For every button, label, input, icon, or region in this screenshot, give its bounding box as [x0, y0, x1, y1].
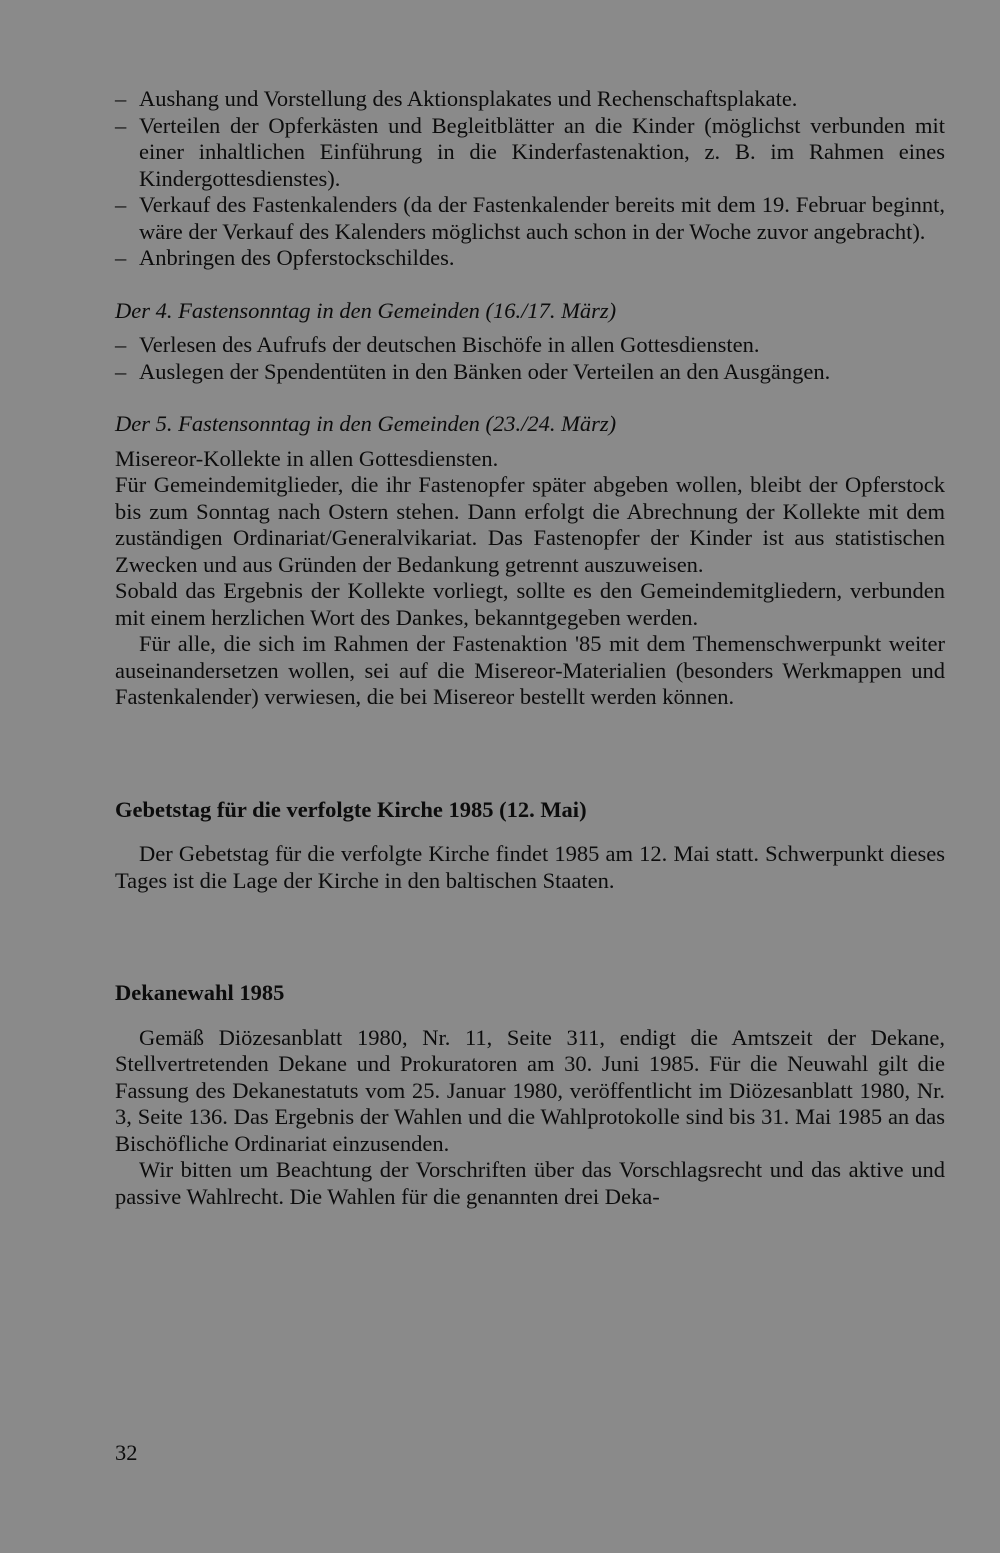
- list-item-text: Verkauf des Fastenkalenders (da der Fastenkalender bereits mit dem 19. Februar beginnt, wäre der Verkauf des Kalenders möglichst auch schon in der Woche zuvor angebracht).: [139, 192, 945, 244]
- dash-marker: –: [115, 358, 127, 384]
- page-number: 32: [115, 1440, 138, 1465]
- list-item-text: Verlesen des Aufrufs der deutschen Bischöfe in allen Gottesdiensten.: [139, 332, 760, 357]
- list-item: [115, 245, 945, 272]
- dash-marker: –: [115, 192, 127, 217]
- list-item-text: Auslegen der Spendentüten in den Bänken oder Verteilen an den Ausgängen.: [139, 358, 831, 384]
- list-item: [115, 359, 945, 386]
- dash-marker: –: [115, 112, 127, 138]
- dash-marker: –: [115, 332, 127, 357]
- dekanewahl-heading: Dekanewahl 1985: [115, 980, 285, 1005]
- list-item-text: Verteilen der Opferkästen und Begleitblätter an die Kinder (möglichst verbunden mit einer inhaltlichen Einführung in die Kinderfastenaktion, z. B. im Rahmen eines Kindergottesdienstes).: [139, 112, 945, 191]
- section-5-heading: Der 5. Fastensonntag in den Gemeinden (23./24. März): [115, 411, 617, 436]
- section-5-paragraph: Für alle, die sich im Rahmen der Fastenaktion '85 mit dem Themenschwerpunkt weiter auseinandersetzen wollen, sei auf die Misereor-Materialien (besonders Werkmappen und Fastenkalender) verwiesen, die bei Misereor bestellt werden können.: [115, 631, 945, 709]
- gebetstag-paragraph: Der Gebetstag für die verfolgte Kirche findet 1985 am 12. Mai statt. Schwerpunkt dieses Tages ist die Lage der Kirche in den baltischen Staaten.: [115, 841, 945, 893]
- dekanewahl-paragraph: Gemäß Diözesanblatt 1980, Nr. 11, Seite 311, endigt die Amtszeit der Dekane, Stellvertretenden Dekane und Prokuratoren am 30. Juni 1985. Für die Neuwahl gilt die Fassung des Dekanestatuts vom 25. Januar 1980, veröffentlicht im Diözesanblatt 1980, Nr. 3, Seite 136. Das Ergebnis der Wahlen und die Wahlprotokolle sind bis 31. Mai 1985 an das Bischöfliche Ordinariat einzusenden.: [115, 1024, 945, 1156]
- list-item: [115, 192, 945, 245]
- section-4-heading: Der 4. Fastensonntag in den Gemeinden (16./17. März): [115, 297, 617, 323]
- list-item-text: Anbringen des Opferstockschildes.: [139, 245, 455, 270]
- dash-marker: –: [115, 86, 127, 111]
- intro-bullet-list: [115, 86, 945, 272]
- list-item: [115, 113, 945, 193]
- section-5-paragraph: Für Gemeindemitglieder, die ihr Fastenopfer später abgeben wollen, bleibt der Opferstock bis zum Sonntag nach Ostern stehen. Dann erfolgt die Abrechnung der Kollekte mit dem zuständigen Ordinariat/Generalvikariat. Das Fastenopfer der Kinder ist aus statistischen Zwecken und aus Gründen der Bedankung getrennt auszuweisen.: [115, 472, 945, 577]
- list-item: [115, 86, 945, 113]
- list-item: [115, 332, 945, 359]
- section-5-paragraph: Misereor-Kollekte in allen Gottesdiensten.: [115, 445, 499, 471]
- gebetstag-heading: Gebetstag für die verfolgte Kirche 1985 (12. Mai): [115, 796, 587, 822]
- list-item-text: Aushang und Vorstellung des Aktionsplakates und Rechenschaftsplakate.: [139, 86, 798, 111]
- section-5-paragraph: Sobald das Ergebnis der Kollekte vorliegt, sollte es den Gemeindemitgliedern, verbunden mit einem herzlichen Wort des Dankes, bekanntgegeben werden.: [115, 578, 945, 630]
- dash-marker: –: [115, 245, 127, 270]
- dekanewahl-paragraph: Wir bitten um Beachtung der Vorschriften über das Vorschlagsrecht und das aktive und passive Wahlrecht. Die Wahlen für die genannten drei Deka-: [115, 1157, 945, 1209]
- section-4-bullet-list: [115, 332, 945, 385]
